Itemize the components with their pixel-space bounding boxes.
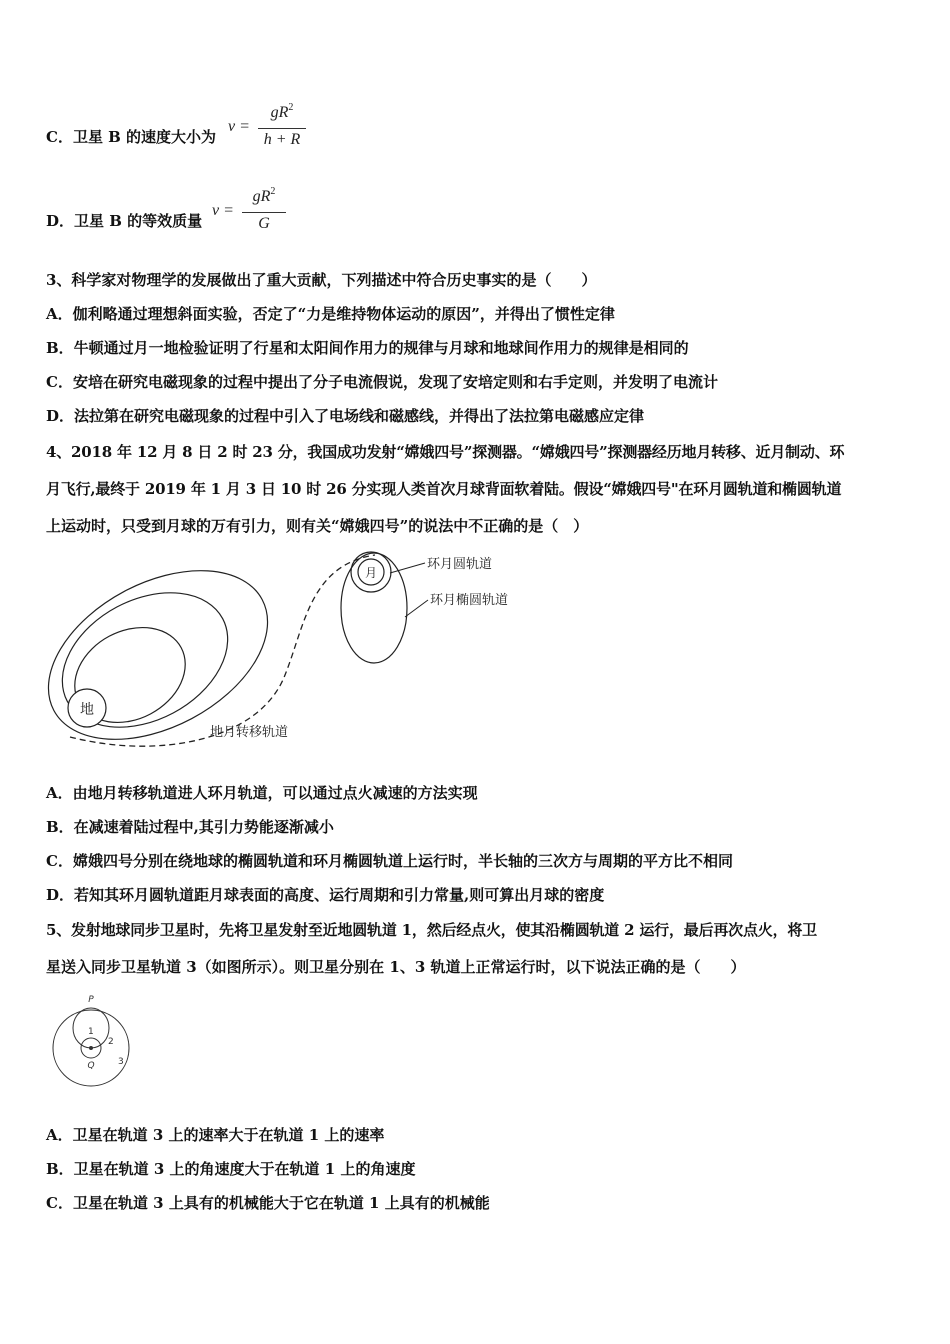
formula-denominator: G: [258, 215, 270, 232]
q4-stem-line1: 4、2018 年 12 月 8 日 2 时 23 分，我国成功发射“嫦娥四号”探测器。“嫦娥四号”探测器经历地月转移、近月制动、环: [46, 443, 845, 461]
q4-option-c: C．嫦娥四号分别在绕地球的椭圆轨道和环月椭圆轨道上运行时，半长轴的三次方与周期的平方比不相同: [46, 852, 733, 870]
q2-option-c-formula: [228, 104, 308, 154]
q5-option-c: C．卫星在轨道 3 上具有的机械能大于它在轨道 1 上具有的机械能: [46, 1194, 490, 1212]
formula-numerator: $gR^2$: [252, 186, 276, 205]
formula-v: v =: [228, 118, 250, 135]
satellite-orbit-figure: [48, 992, 138, 1092]
transfer-orbit: [70, 555, 378, 746]
q3-option-c: C．安培在研究电磁现象的过程中提出了分子电流假说，发现了安培定则和右手定则，并发明了电流计: [46, 373, 718, 391]
q5-option-a: A．卫星在轨道 3 上的速率大于在轨道 1 上的速率: [46, 1126, 385, 1144]
q4-option-b: B．在减速着陆过程中,其引力势能逐渐减小: [46, 818, 334, 836]
leader-line: [405, 600, 428, 617]
q3-option-b: B．牛顿通过月一地检验证明了行星和太阳间作用力的规律与月球和地球间作用力的规律是相同的: [46, 339, 689, 357]
formula-numerator: $gR^2$: [270, 102, 294, 121]
label-transfer-orbit: 地月转移轨道: [210, 725, 289, 740]
point-p-label: P: [88, 995, 94, 1005]
q4-option-a: A．由地月转移轨道进人环月轨道，可以通过点火减速的方法实现: [46, 784, 478, 802]
label-elliptical-orbit: 环月椭圆轨道: [430, 593, 509, 608]
earth-moon-orbit-figure: [40, 545, 540, 755]
q3-stem: 3、科学家对物理学的发展做出了重大贡献，下列描述中符合历史事实的是（ ）: [46, 271, 597, 289]
q5-stem-line2: 星送入同步卫星轨道 3（如图所示）。则卫星分别在 1、3 轨道上正常运行时，以下说法正确的是（ ）: [46, 958, 746, 976]
moon-label: 月: [364, 566, 378, 580]
orbit-2-label: 2: [108, 1037, 114, 1047]
q4-option-d: D．若知其环月圆轨道距月球表面的高度、运行周期和引力常量,则可算出月球的密度: [46, 886, 605, 904]
q4-stem-line2: 月飞行,最终于 2019 年 1 月 3 日 10 时 26 分实现人类首次月球背面软着陆。假设“嫦娥四号"在环月圆轨道和椭圆轨道: [46, 480, 842, 498]
q2-option-d: D．卫星 B 的等效质量: [46, 212, 203, 230]
label-circular-orbit: 环月圆轨道: [427, 557, 493, 572]
q2-option-c: C．卫星 B 的速度大小为: [46, 128, 217, 146]
leader-line: [390, 563, 425, 573]
q2-option-d-formula: [212, 188, 292, 238]
earth-center: [89, 1046, 93, 1050]
q3-option-d: D．法拉第在研究电磁现象的过程中引入了电场线和磁感线，并得出了法拉第电磁感应定律: [46, 407, 645, 425]
point-q-label: Q: [87, 1061, 95, 1071]
q5-option-b: B．卫星在轨道 3 上的角速度大于在轨道 1 上的角速度: [46, 1160, 416, 1178]
q3-option-a: A．伽利略通过理想斜面实验，否定了“力是维持物体运动的原因”，并得出了惯性定律: [46, 305, 615, 323]
earth-label: 地: [80, 702, 94, 718]
q4-stem-line3: 上运动时，只受到月球的万有引力，则有关“嫦娥四号”的说法中不正确的是（ ）: [46, 517, 589, 535]
q5-stem-line1: 5、发射地球同步卫星时，先将卫星发射至近地圆轨道 1，然后经点火，使其沿椭圆轨道 2 运行，最后再次点火，将卫: [46, 921, 817, 939]
formula-v: v =: [212, 202, 234, 219]
formula-denominator: h + R: [263, 131, 301, 148]
orbit-3-label: 3: [118, 1057, 124, 1067]
orbit-1-label: 1: [88, 1027, 94, 1037]
